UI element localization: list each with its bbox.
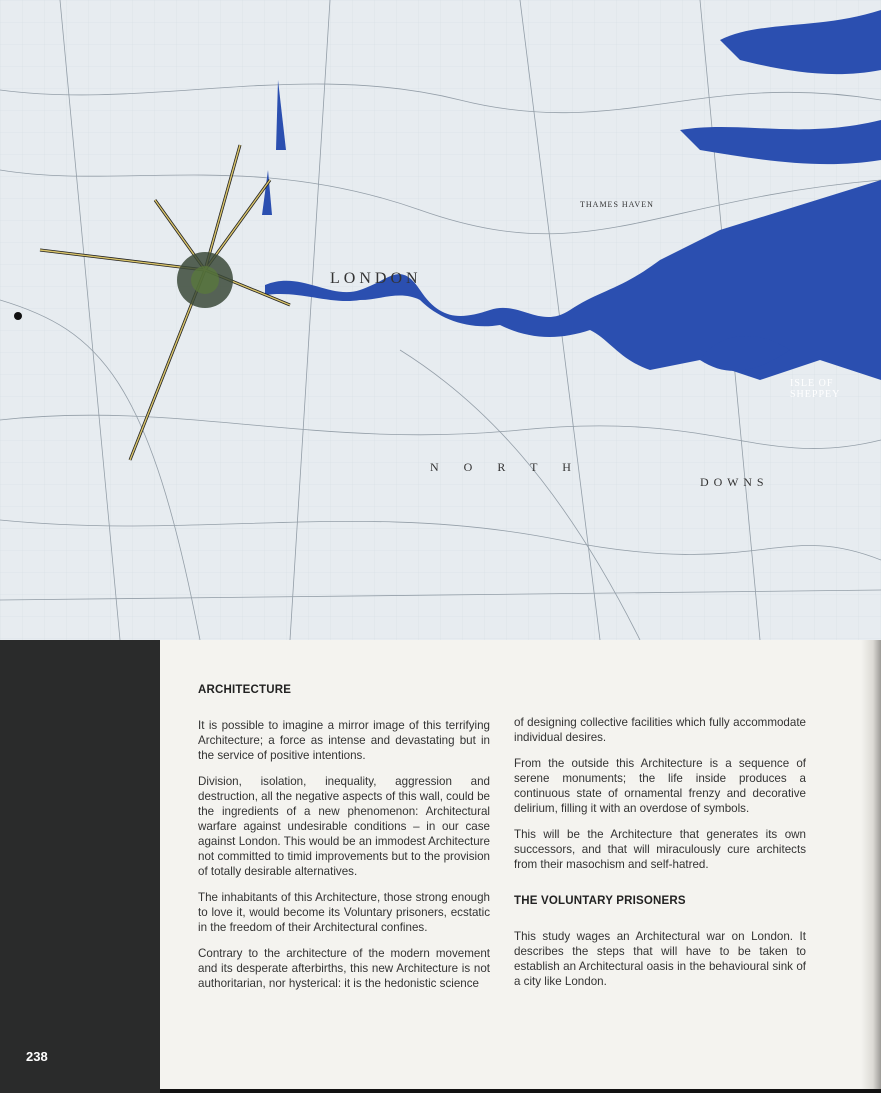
- map-label-isle: ISLE OF SHEPPEY: [790, 378, 841, 400]
- page-edge: [861, 640, 881, 1093]
- paragraph: Division, isolation, inequality, aggression and destruction, all the negative aspects of this wall, could be the ingredients of a new phenomenon: Architectural warfare against undesirable conditions – in our case against London. This would be an immodest Architecture not committed to timid improvements but to the provision of totally desirable alternatives.: [198, 775, 490, 878]
- left-column: [198, 683, 490, 1002]
- right-column: [514, 715, 806, 1000]
- paragraph: The inhabitants of this Architecture, those strong enough to love it, would become its Voluntary prisoners, ecstatic in the freedom of their Architectural confines.: [198, 891, 490, 934]
- map-label-haven: THAMES HAVEN: [580, 200, 654, 209]
- side-strip: [0, 640, 160, 1093]
- paragraph: This will be the Architecture that generates its own successors, and that will miraculously cure architects from their masochism and self-hatred.: [514, 828, 806, 871]
- map-label-north: N O R T H: [430, 460, 572, 474]
- map-label-london: LONDON: [330, 270, 422, 287]
- paragraph: This study wages an Architectural war on London. It describes the steps that will have to be taken to establish an Architectural oasis in the behavioural sink of a city like London.: [514, 930, 806, 988]
- paragraph: Contrary to the architecture of the modern movement and its desperate afterbirths, this new Architecture is not authoritarian, nor hysterical: it is the hedonistic science: [198, 947, 490, 990]
- heading-voluntary-prisoners: THE VOLUNTARY PRISONERS: [514, 895, 686, 907]
- heading-architecture: ARCHITECTURE: [198, 684, 292, 696]
- paragraph: of designing collective facilities which fully accommodate individual desires.: [514, 716, 806, 744]
- article-body: [160, 640, 881, 1093]
- paragraph: From the outside this Architecture is a sequence of serene monuments; the life inside produces a continuous state of ornamental frenzy and decorative delirium, filling it with an overdose of symbols.: [514, 757, 806, 815]
- page-bottom-edge: [160, 1089, 881, 1093]
- map-label-downs: D O W N S: [700, 475, 765, 489]
- page-number: 238: [26, 1049, 48, 1064]
- paragraph: It is possible to imagine a mirror image of this terrifying Architecture; a force as intense and devastating but in the service of positive intentions.: [198, 719, 490, 762]
